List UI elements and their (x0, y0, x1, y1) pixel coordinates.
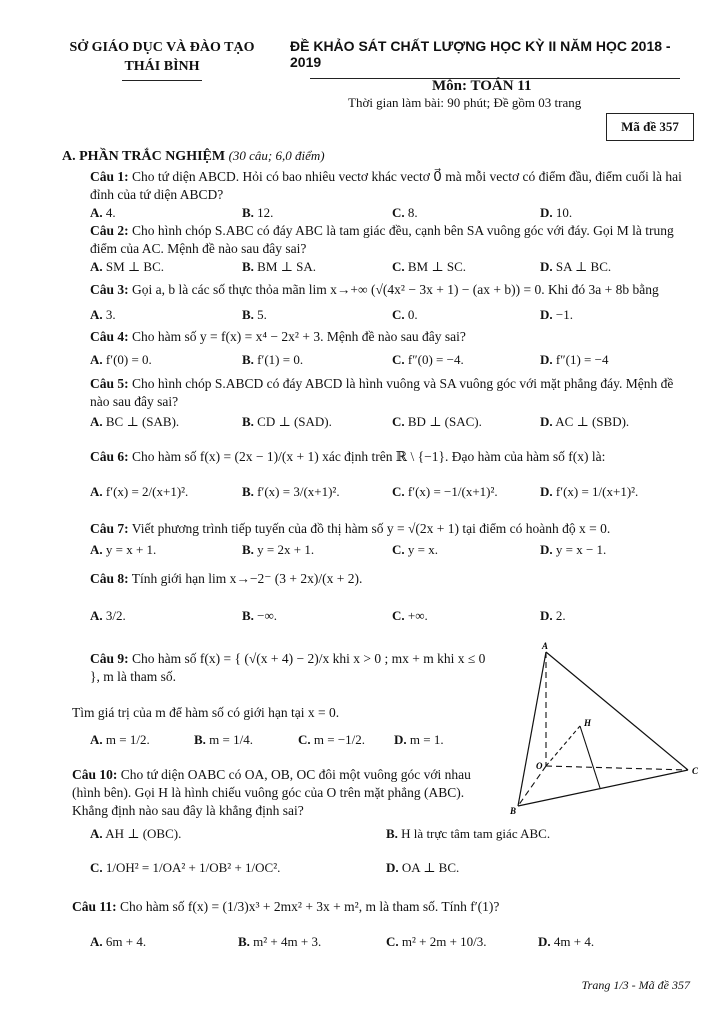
option: m = 1/2. (105, 732, 150, 747)
section-note: (30 câu; 6,0 điểm) (228, 148, 325, 163)
options-10-row2: C. 1/OH² = 1/OA² + 1/OB² + 1/OC². D. OA ⊥ BC. (90, 860, 460, 875)
question-8: Câu 8: Tính giới hạn lim x→−2⁻ (3 + 2x)/(x + 2). (90, 571, 363, 586)
option: y = x + 1. (105, 542, 157, 557)
question-text: Viết phương trình tiếp tuyến của đồ thị hàm số y = √(2x + 1) tại điểm có hoành độ x = 0. (131, 521, 611, 536)
exam-title: ĐỀ KHẢO SÁT CHẤT LƯỢNG HỌC KỲ II NĂM HỌC 2018 - 2019 (290, 38, 671, 70)
option: m = −1/2. (313, 732, 366, 747)
option: f″(1) = −4 (555, 352, 609, 367)
department-header (62, 38, 262, 81)
option: 6m + 4. (105, 934, 147, 949)
options-9: A. m = 1/2. B. m = 1/4. C. m = −1/2. D. m = 1. (90, 732, 444, 747)
option: BC ⊥ (SAB). (105, 414, 180, 429)
options-1: A. 4. B. 12. C. 8. D. 10. (90, 205, 573, 220)
option: f′(x) = 3/(x+1)². (257, 484, 340, 499)
option: y = x − 1. (555, 542, 607, 557)
option: m = 1. (409, 732, 444, 747)
question-text: Cho hình chóp S.ABC có đáy ABC là tam giác đều, cạnh bên SA vuông góc với đáy. Gọi M là trung điểm của AC. Mệnh đề nào sau đây sai? (90, 223, 674, 256)
options-3: A. 3. B. 5. C. 0. D. −1. (90, 307, 573, 322)
question-4: Câu 4: Cho hàm số y = f(x) = x⁴ − 2x² + 3. Mệnh đề nào sau đây sai? (90, 329, 466, 344)
question-text: Cho hình chóp S.ABCD có đáy ABCD là hình vuông và SA vuông góc với mặt phẳng đáy. Mệnh đề nào sau đây sai? (90, 376, 674, 409)
option: f″(0) = −4. (407, 352, 464, 367)
options-11: A. 6m + 4. B. m² + 4m + 3. C. m² + 2m + 10/3. D. 4m + 4. (90, 934, 595, 949)
question-text: Cho hàm số y = f(x) = x⁴ − 2x² + 3. Mệnh đề nào sau đây sai? (132, 329, 466, 344)
option: 12. (257, 205, 274, 220)
option: 1/OH² = 1/OA² + 1/OB² + 1/OC². (105, 860, 281, 875)
question-text: Cho hàm số f(x) = { (√(x + 4) − 2)/x khi x > 0 ; mx + m khi x ≤ 0 }, m là tham số. (90, 651, 486, 684)
option: 3/2. (105, 608, 126, 623)
question-text: Gọi a, b là các số thực thỏa mãn lim x→+∞ (√(4x² − 3x + 1) − (ax + b)) = 0. Khi đó 3a + 8b bằng (132, 282, 659, 297)
question-text: Cho tứ diện OABC có OA, OB, OC đôi một vuông góc với nhau (hình bên). Gọi H là hình chiếu vuông góc của O trên mặt phẳng (ABC). Khẳng định nào sau đây là khẳng định sai? (72, 767, 471, 818)
option: 4m + 4. (553, 934, 595, 949)
option: f′(1) = 0. (257, 352, 304, 367)
option: y = x. (407, 542, 438, 557)
question-9-prompt: Tìm giá trị của m để hàm số có giới hạn tại x = 0. (72, 705, 340, 720)
option: 2. (555, 608, 566, 623)
vertex-label-a: A (542, 641, 549, 651)
exam-code-box: Mã đề 357 (606, 113, 694, 141)
option: BD ⊥ (SAC). (407, 414, 482, 429)
option: CD ⊥ (SAD). (257, 414, 332, 429)
tetrahedron-figure (500, 640, 710, 820)
option: y = 2x + 1. (257, 542, 315, 557)
option: BM ⊥ SA. (257, 259, 316, 274)
question-text: Cho hàm số f(x) = (2x − 1)/(x + 1) xác định trên ℝ \ {−1}. Đạo hàm của hàm số f(x) là: (132, 449, 606, 464)
option: f′(x) = 1/(x+1)². (555, 484, 639, 499)
options-7: A. y = x + 1. B. y = 2x + 1. C. y = x. D. y = x − 1. (90, 542, 607, 557)
option: H là trực tâm tam giác ABC. (401, 826, 551, 841)
segment-oh (546, 726, 580, 766)
segment-h-line (580, 726, 600, 788)
option: OA ⊥ BC. (401, 860, 460, 875)
option: m² + 4m + 3. (253, 934, 322, 949)
section-heading (62, 148, 325, 165)
edge-ab (518, 652, 546, 806)
page-footer: Trang 1/3 - Mã đề 357 (581, 978, 690, 992)
option: −∞. (257, 608, 278, 623)
option: 8. (407, 205, 418, 220)
option: 0. (407, 307, 418, 322)
question-5: Câu 5: Cho hình chóp S.ABCD có đáy ABCD là hình vuông và SA vuông góc với mặt phẳng đáy. Mệnh đề nào sau đây sai? (90, 376, 674, 409)
duration-line: Thời gian làm bài: 90 phút; Đề gồm 03 trang (348, 95, 582, 110)
option: f′(x) = 2/(x+1)². (105, 484, 189, 499)
option: −1. (555, 307, 573, 322)
question-3: Câu 3: Gọi a, b là các số thực thỏa mãn lim x→+∞ (√(4x² − 3x + 1) − (ax + b)) = 0. Khi đó 3a + 8b bằng (90, 282, 659, 297)
options-8: A. 3/2. B. −∞. C. +∞. D. 2. (90, 608, 566, 623)
option: 5. (257, 307, 267, 322)
question-11: Câu 11: Cho hàm số f(x) = (1/3)x³ + 2mx² + 3x + m², m là tham số. Tính f′(1)? (72, 899, 500, 914)
vertex-label-c: C (692, 766, 699, 776)
option: m = 1/4. (209, 732, 253, 747)
question-10: Câu 10: Cho tứ diện OABC có OA, OB, OC đôi một vuông góc với nhau (hình bên). Gọi H là hình chiếu vuông góc của O trên mặt phẳng (ABC). Khẳng định nào sau đây là khẳng định sai? (72, 767, 471, 818)
section-title: A. PHẦN TRẮC NGHIỆM (62, 149, 226, 164)
question-9: Câu 9: Cho hàm số f(x) = { (√(x + 4) − 2)/x khi x > 0 ; mx + m khi x ≤ 0 }, m là tham số. (90, 651, 486, 684)
header-rule-left (122, 80, 202, 81)
question-6: Câu 6: Cho hàm số f(x) = (2x − 1)/(x + 1) xác định trên ℝ \ {−1}. Đạo hàm của hàm số f(x) là: (90, 449, 606, 464)
option: +∞. (407, 608, 428, 623)
option: f′(0) = 0. (105, 352, 152, 367)
option: 10. (555, 205, 573, 220)
vertex-label-h: H (584, 718, 592, 728)
department-name: SỞ GIÁO DỤC VÀ ĐÀO TẠO (69, 40, 255, 55)
edge-bc (518, 770, 688, 806)
vertex-label-o: O (536, 761, 543, 771)
question-7: Câu 7: Viết phương trình tiếp tuyến của đồ thị hàm số y = √(2x + 1) tại điểm có hoành độ x = 0. (90, 521, 611, 536)
option: AC ⊥ (SBD). (555, 414, 630, 429)
options-6: A. f′(x) = 2/(x+1)². B. f′(x) = 3/(x+1)². C. f′(x) = −1/(x+1)². D. f′(x) = 1/(x+1)². (90, 484, 639, 499)
option: BM ⊥ SC. (407, 259, 466, 274)
option: SA ⊥ BC. (555, 259, 612, 274)
question-text: Cho hàm số f(x) = (1/3)x³ + 2mx² + 3x + m², m là tham số. Tính f′(1)? (120, 899, 500, 914)
options-2: A. SM ⊥ BC. B. BM ⊥ SA. C. BM ⊥ SC. D. SA ⊥ BC. (90, 259, 612, 274)
options-10-row1: A. AH ⊥ (OBC). B. H là trực tâm tam giác ABC. (90, 826, 551, 841)
question-2: Câu 2: Cho hình chóp S.ABC có đáy ABC là tam giác đều, cạnh bên SA vuông góc với đáy. Gọi M là trung điểm của AC. Mệnh đề nào sau đây sai? (90, 223, 674, 256)
province-name: THÁI BÌNH (124, 59, 200, 74)
option: AH ⊥ (OBC). (105, 826, 182, 841)
option: SM ⊥ BC. (105, 259, 164, 274)
question-text: Tính giới hạn lim x→−2⁻ (3 + 2x)/(x + 2). (131, 571, 363, 586)
option: 3. (105, 307, 116, 322)
question-1: Câu 1: Cho tứ diện ABCD. Hỏi có bao nhiêu vectơ khác vectơ 0⃗ mà mỗi vectơ có điểm đầu, điểm cuối là hai đỉnh của tứ diện ABCD? (90, 169, 682, 202)
exam-header (290, 38, 690, 79)
edge-oc (546, 766, 688, 770)
options-5: A. BC ⊥ (SAB). B. CD ⊥ (SAD). C. BD ⊥ (SAC). D. AC ⊥ (SBD). (90, 414, 630, 429)
options-4: A. f′(0) = 0. B. f′(1) = 0. C. f″(0) = −4. D. f″(1) = −4 (90, 352, 609, 367)
question-text: Cho tứ diện ABCD. Hỏi có bao nhiêu vectơ khác vectơ 0⃗ mà mỗi vectơ có điểm đầu, điểm cuối là hai đỉnh của tứ diện ABCD? (90, 169, 682, 202)
vertex-label-b: B (510, 806, 517, 816)
option: f′(x) = −1/(x+1)². (407, 484, 498, 499)
option: 4. (105, 205, 116, 220)
option: m² + 2m + 10/3. (401, 934, 487, 949)
subject-line: Môn: TOÁN 11 (432, 78, 532, 94)
edge-ac (546, 652, 688, 770)
